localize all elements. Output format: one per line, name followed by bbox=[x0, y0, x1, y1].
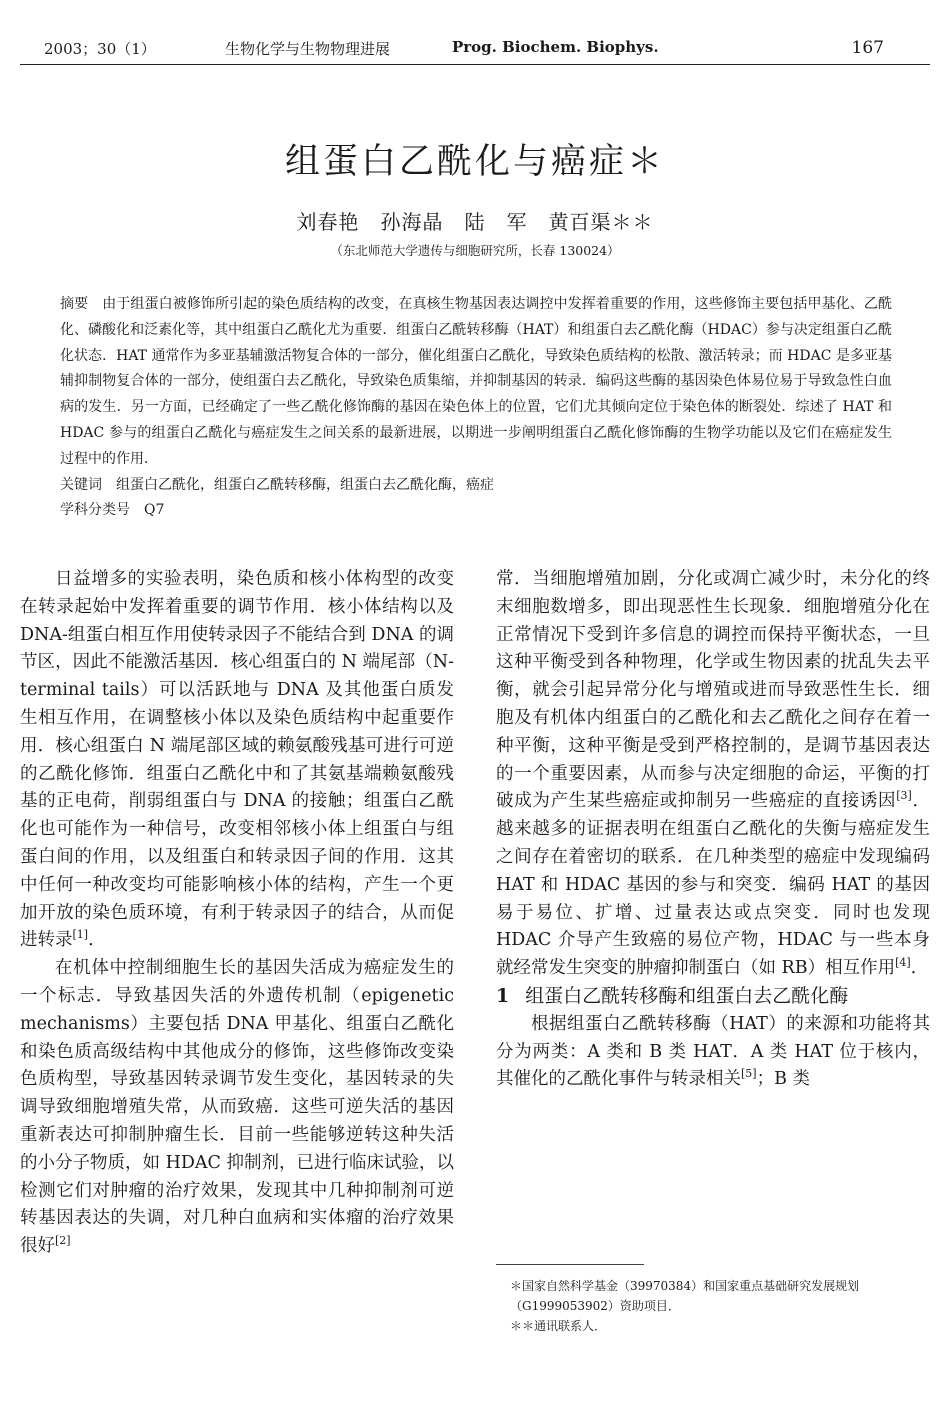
citation: [1] bbox=[72, 928, 89, 942]
citation: [2] bbox=[55, 1234, 71, 1248]
classification-value: Q7 bbox=[144, 502, 165, 519]
footnote-divider bbox=[496, 1264, 644, 1265]
body-paragraph: 在机体中控制细胞生长的基因失活成为癌症发生的一个标志．导致基因失活的外遗传机制（epigenetic mechanisms）主要包括 DNA 甲基化、组蛋白乙酰化和染色质高级结构中其他成分的修饰，这些修饰改变染色质构型，导致基因转录调节发生变化，基因转录的失调导致细胞增殖失常，从而致癌．这些可逆失活的基因重新表达可抑制肿瘤生长．目前一些能够逆转这种失活的小分子物质，如 HDAC 抑制剂，已进行临床试验，以检测它们对肿瘤的治疗效果，发现其中几种抑制剂可逆转基因表达的失调，对几种白血病和实体瘤的治疗效果很好[2] bbox=[20, 958, 454, 1257]
section-heading bbox=[496, 983, 930, 1011]
running-header bbox=[20, 30, 930, 65]
article-title: 组蛋白乙酰化与癌症＊ bbox=[284, 142, 665, 182]
abstract-text: 由于组蛋白被修饰所引起的染色质结构的改变，在真核生物基因表达调控中发挥着重要的作用，这些修饰主要包括甲基化、乙酰化、磷酸化和泛素化等，其中组蛋白乙酰化尤为重要．组蛋白乙酰转移酶（HAT）和组蛋白去乙酰化酶（HDAC）参与决定组蛋白乙酰化状态．HAT 通常作为多亚基辅激活物复合体的一部分，催化组蛋白乙酰化，导致染色质结构的松散、激活转录；而 HDAC 是多亚基辅抑制物复合体的一部分，使组蛋白去乙酰化，导致染色质集缩，并抑制基因的转录．编码这些酶的基因染色体易位易于导致急性白血病的发生．另一方面，已经确定了一些乙酰化修饰酶的基因在染色体上的位置，它们尤其倾向定位于染色体的断裂处．综述了 HAT 和 HDAC 参与的组蛋白乙酰化与癌症发生之间关系的最新进展，以期进一步阐明组蛋白乙酰化修饰酶的生物学功能以及它们在癌症发生过程中的作用． bbox=[60, 296, 893, 467]
affiliation: （东北师范大学遗传与细胞研究所，长春 130024） bbox=[330, 243, 620, 258]
classification bbox=[60, 498, 892, 524]
page-number: 167 bbox=[851, 38, 884, 58]
body-paragraph: 常．当细胞增殖加剧，分化或凋亡减少时，未分化的终末细胞数增多，即出现恶性生长现象．细胞增殖分化在正常情况下受到许多信息的调控而保持平衡状态，一旦这种平衡受到各种物理，化学或生物因素的扰乱失去平衡，就会引起异常分化与增殖或进而导致恶性生长．细胞及有机体内组蛋白的乙酰化和去乙酰化之间存在着一种平衡，这种平衡是受到严格控制的，是调节基因表达的一个重要因素，从而参与决定细胞的命运，平衡的打破成为产生某些癌症或抑制另一些癌症的直接诱因[3]．越来越多的证据表明在组蛋白乙酰化的失衡与癌症发生之间存在着密切的联系．在几种类型的癌症中发现编码 HAT 和 HDAC 基因的参与和突变．编码 HAT 的基因易于易位、扩增、过量表达或点突变．同时也发现 HDAC 介导产生致癌的易位产物，HDAC 与一些本身就经常发生突变的肿瘤抑制蛋白（如 RB）相互作用[4]． bbox=[496, 569, 931, 979]
section-title: 组蛋白乙酰转移酶和组蛋白去乙酰化酶 bbox=[525, 984, 849, 1007]
footnotes bbox=[510, 1276, 930, 1336]
citation: [4] bbox=[895, 956, 911, 970]
right-column bbox=[496, 566, 930, 1094]
footnote-funding: ＊国家自然科学基金（39970384）和国家重点基础研究发展规划（G1999053902）资助项目． bbox=[510, 1279, 860, 1313]
abstract-block bbox=[60, 292, 892, 524]
abstract-label: 摘要 bbox=[60, 296, 89, 312]
journal-name-cn: 生物化学与生物物理进展 bbox=[225, 40, 391, 58]
issue-info: 2003；30（1） bbox=[44, 40, 156, 58]
body-paragraph: 根据组蛋白乙酰转移酶（HAT）的来源和功能将其分为两类：A 类和 B 类 HAT．A 类 HAT 位于核内，其催化的乙酰化事件与转录相关[5]；B 类 bbox=[496, 1013, 930, 1090]
left-column bbox=[20, 566, 454, 1346]
authors: 刘春艳 孙海晶 陆 军 黄百渠＊＊ bbox=[296, 210, 654, 234]
footnote-contact: ＊＊通讯联系人． bbox=[510, 1319, 607, 1333]
keywords-label: 关键词 bbox=[60, 476, 102, 493]
journal-name-en: Prog. Biochem. Biophys. bbox=[452, 38, 659, 56]
keywords bbox=[60, 473, 892, 499]
keywords-text: 组蛋白乙酰化，组蛋白乙酰转移酶，组蛋白去乙酰化酶，癌症 bbox=[116, 476, 494, 493]
citation: [3] bbox=[896, 789, 912, 803]
abstract bbox=[60, 292, 892, 473]
section-number: 1 bbox=[496, 984, 510, 1007]
body-paragraph: 日益增多的实验表明，染色质和核小体构型的改变在转录起始中发挥着重要的调节作用．核小体结构以及 DNA-组蛋白相互作用使转录因子不能结合到 DNA 的调节区，因此不能激活基因．核心组蛋白的 N 端尾部（N-terminal tails）可以活跃地与 DNA 及其他蛋白质发生相互作用，在调整核小体以及染色质结构中起重要作用．核心组蛋白 N 端尾部区域的赖氨酸残基可进行可逆的乙酰化修饰．组蛋白乙酰化中和了其氨基端赖氨酸残基的正电荷，削弱组蛋白与 DNA 的接触；组蛋白乙酰化也可能作为一种信号，改变相邻核小体上组蛋白与组蛋白间的作用，以及组蛋白和转录因子间的作用．这其中任何一种改变均可能影响核小体的结构，产生一个更加开放的染色质环境，有利于转录因子的结合，从而促进转录[1]． bbox=[20, 569, 454, 951]
citation: [5] bbox=[741, 1067, 757, 1081]
classification-label: 学科分类号 bbox=[60, 502, 130, 519]
